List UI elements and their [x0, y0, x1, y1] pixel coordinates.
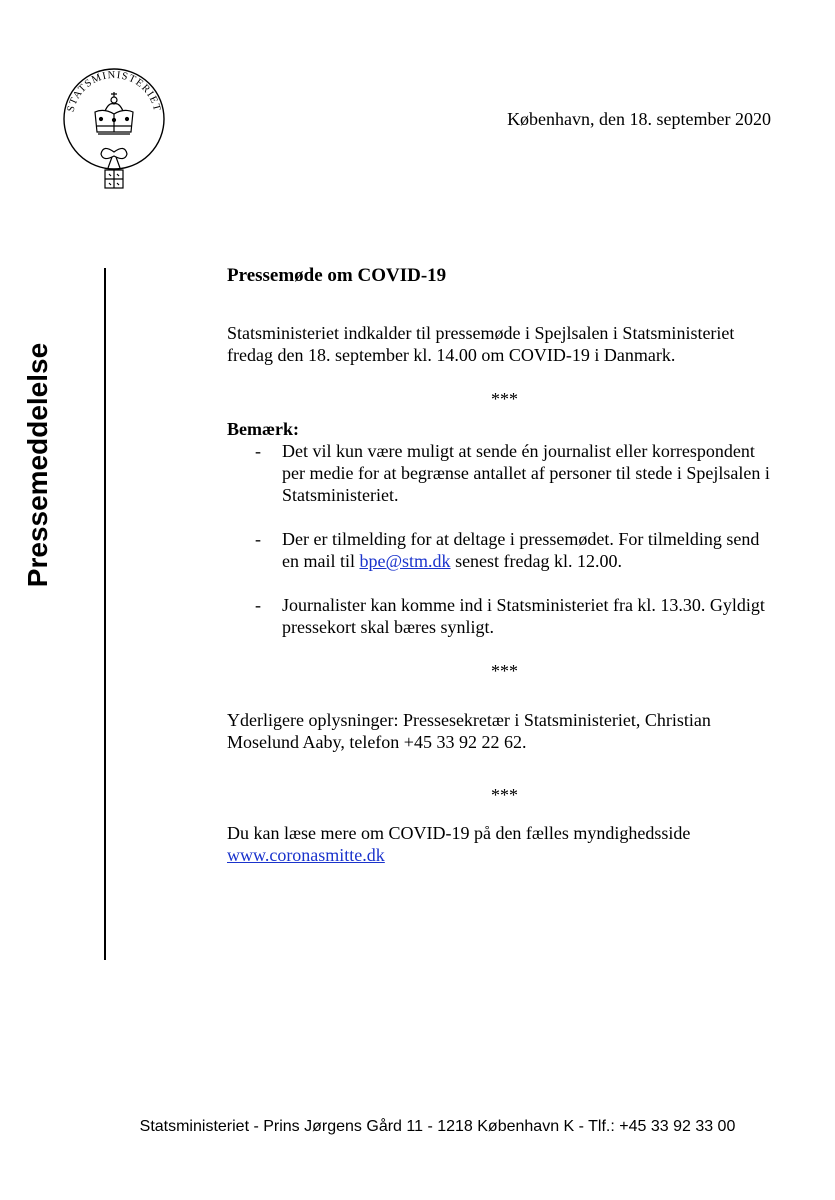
read-more-text: Du kan læse mere om COVID-19 på den fælles myndighedsside: [227, 823, 691, 843]
page-title: Pressemøde om COVID-19: [227, 265, 447, 286]
read-more-paragraph: [227, 822, 772, 866]
bullet-dash: -: [255, 441, 261, 461]
document-type-label: Pressemeddelelse: [22, 342, 53, 588]
date-line: København, den 18. september 2020: [507, 109, 771, 129]
section-separator: ***: [491, 661, 518, 681]
bullet-text: senest fredag kl. 12.00.: [450, 551, 623, 571]
note-label: Bemærk:: [227, 419, 299, 439]
list-item: [227, 594, 772, 638]
section-separator: ***: [491, 785, 518, 805]
svg-text:STATSMINISTERIET: STATSMINISTERIET: [65, 69, 163, 114]
intro-paragraph: Statsministeriet indkalder til pressemøde i Spejlsalen i Statsministeriet fredag den 18. september kl. 14.00 om COVID-19 i Danmark.: [227, 323, 735, 365]
press-release-body: [227, 263, 772, 866]
bullet-dash: -: [255, 529, 261, 549]
footer-address: Statsministeriet - Prins Jørgens Gård 11 - 1218 København K - Tlf.: +45 33 92 33 00: [139, 1118, 736, 1135]
website-link[interactable]: www.coronasmitte.dk: [227, 845, 385, 865]
bullet-text: Journalister kan komme ind i Statsministeriet fra kl. 13.30. Gyldigt pressekort skal bæres synligt.: [282, 595, 765, 637]
list-item: [227, 528, 772, 572]
bullet-text: Der er tilmelding for at deltage i pressemødet. For tilmelding send en mail til: [282, 529, 760, 571]
contact-paragraph: Yderligere oplysninger: Pressesekretær i Statsministeriet, Christian Moselund Aaby, telefon +45 33 92 22 62.: [227, 710, 711, 752]
email-link[interactable]: bpe@stm.dk: [359, 551, 451, 571]
statsministeriet-seal-icon: [59, 64, 169, 202]
list-item: [227, 440, 772, 506]
vertical-divider: [104, 268, 106, 960]
section-separator: ***: [491, 389, 518, 409]
note-list: [227, 440, 772, 638]
bullet-text: Det vil kun være muligt at sende én journalist eller korrespondent per medie for at begrænse antallet af personer til stede i Spejlsalen i Statsministeriet.: [282, 441, 770, 505]
bullet-dash: -: [255, 595, 261, 615]
